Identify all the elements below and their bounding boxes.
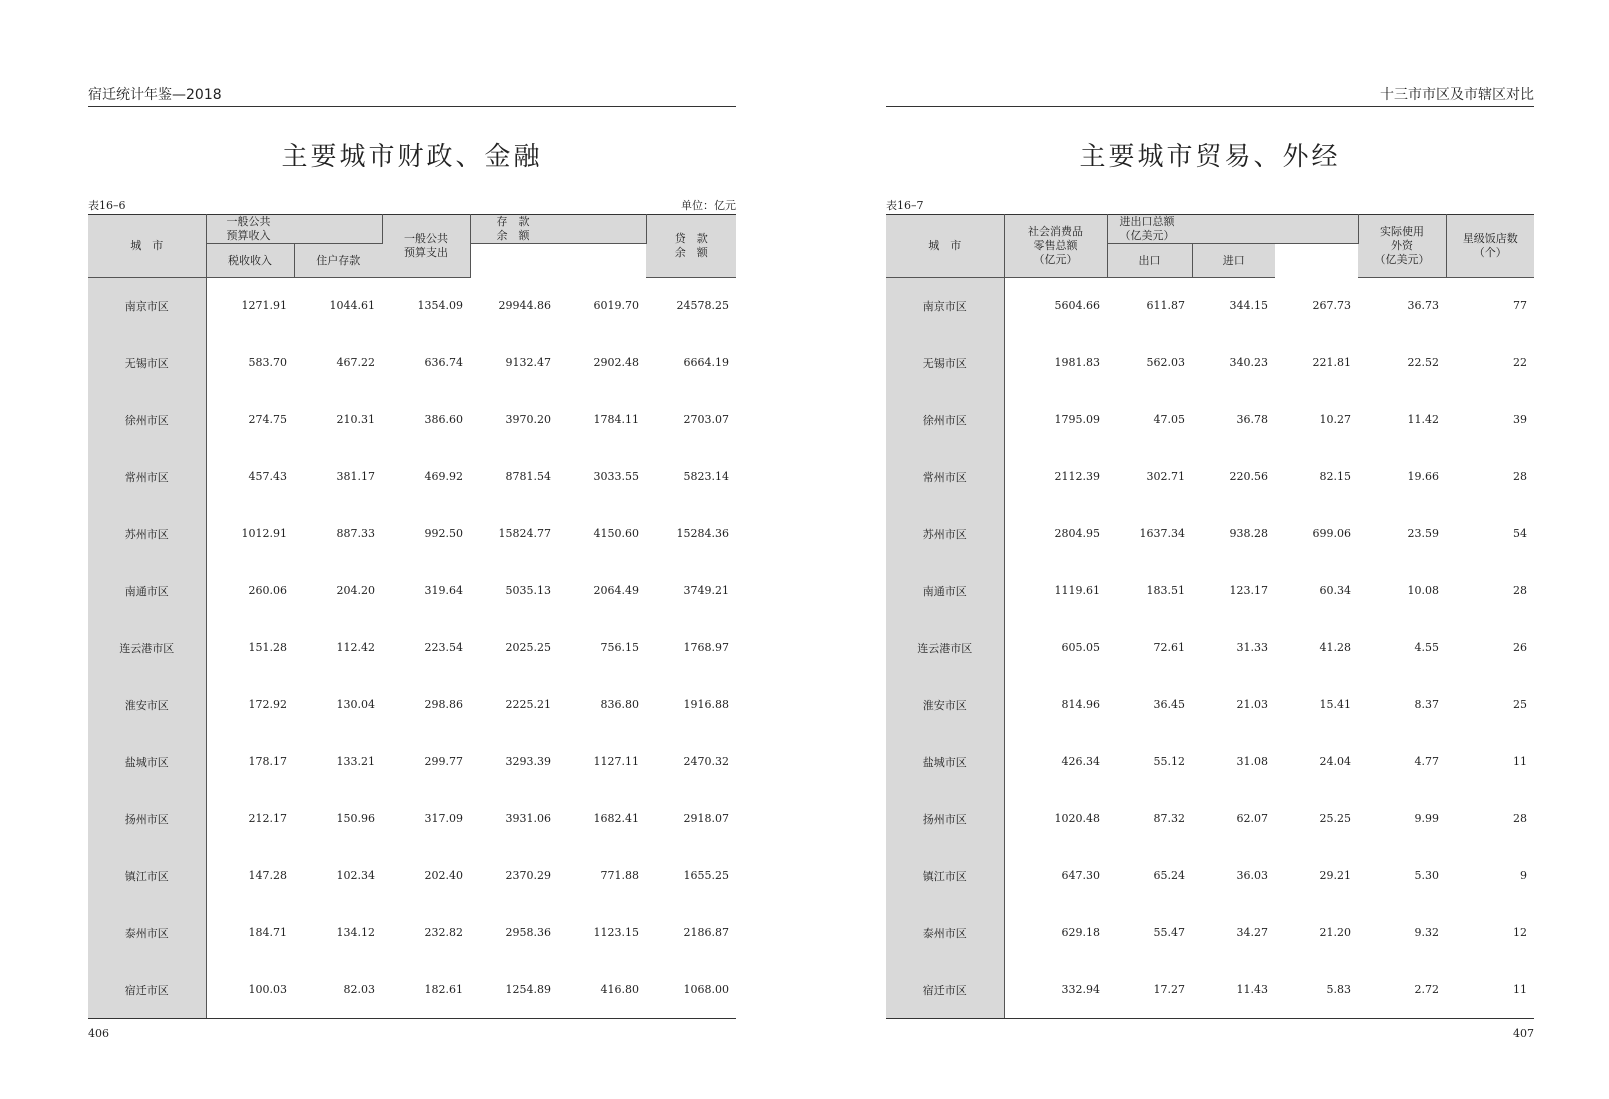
value-cell: 1682.41 [593,812,639,825]
city-name-cell: 常州市区 [88,448,206,505]
table-row [886,278,1534,335]
header-general-revenue: 一般公共 预算收入 [206,215,382,244]
city-name-cell: 南通市区 [88,562,206,619]
city-name-cell: 苏州市区 [88,505,206,562]
value-cell: 3749.21 [683,584,729,597]
header-general-expenditure: 一般公共 预算支出 [382,215,470,278]
value-cell: 36.73 [1407,299,1440,312]
table-row [88,391,736,448]
page-number-left: 406 [88,1027,109,1040]
table-row [88,278,736,335]
value-cell: 9 [1520,869,1528,882]
city-name-cell: 镇江市区 [886,847,1004,904]
value-cell: 426.34 [1061,755,1100,768]
city-name-cell: 扬州市区 [886,790,1004,847]
value-cell: 172.92 [248,698,287,711]
city-name-cell: 淮安市区 [88,676,206,733]
value-cell: 2470.32 [683,755,729,768]
header-fdi: 实际使用 外资 （亿美元） [1358,215,1446,278]
value-cell: 1637.34 [1139,527,1185,540]
value-cell: 55.47 [1153,926,1185,939]
table-row [886,790,1534,847]
value-cell: 82.03 [294,961,382,1019]
value-cell: 332.94 [1004,961,1107,1019]
table-row [88,961,736,1019]
header-retail: 社会消费品 零售总额 （亿元） [1004,215,1107,278]
value-cell: 5.83 [1275,961,1358,1019]
value-cell: 636.74 [424,356,463,369]
value-cell: 22 [1513,356,1528,369]
city-name-cell: 扬州市区 [88,790,206,847]
value-cell: 147.28 [248,869,287,882]
city-name-cell: 南京市区 [88,278,206,335]
header-deposit: 存 款 余 额 [470,215,646,244]
value-cell: 814.96 [1061,698,1100,711]
value-cell: 87.32 [1153,812,1185,825]
value-cell: 1123.15 [593,926,639,939]
value-cell: 22.52 [1407,356,1440,369]
value-cell: 72.61 [1153,641,1185,654]
header-resident-deposit: 住户存款 [294,244,382,278]
value-cell: 202.40 [424,869,463,882]
value-cell: 102.34 [336,869,375,882]
unit-label-left: 单位：亿元 [681,199,736,212]
value-cell: 34.27 [1236,926,1268,939]
city-name-cell: 镇江市区 [88,847,206,904]
value-cell: 1784.11 [593,413,639,426]
city-name-cell: 连云港市区 [886,619,1004,676]
value-cell: 28 [1513,470,1528,483]
value-cell: 2112.39 [1054,470,1100,483]
value-cell: 8781.54 [505,470,551,483]
value-cell: 5.30 [1414,869,1440,882]
value-cell: 2064.49 [593,584,639,597]
table-row [88,733,736,790]
page-title-left: 主要城市财政、金融 [281,142,543,172]
value-cell: 21.03 [1236,698,1268,711]
header-city: 城 市 [886,215,1004,278]
header-city: 城 市 [88,215,206,278]
value-cell: 317.09 [424,812,463,825]
value-cell: 100.03 [206,961,294,1019]
value-cell: 416.80 [558,961,646,1019]
value-cell: 2703.07 [683,413,729,426]
value-cell: 344.15 [1229,299,1268,312]
value-cell: 2370.29 [505,869,551,882]
value-cell: 36.45 [1153,698,1185,711]
value-cell: 6664.19 [683,356,729,369]
value-cell: 340.23 [1229,356,1268,369]
page-title-right: 主要城市贸易、外经 [1079,142,1341,172]
value-cell: 267.73 [1312,298,1352,312]
value-cell: 6019.70 [593,298,639,312]
page-number-right: 407 [1513,1027,1534,1040]
city-name-cell: 盐城市区 [886,733,1004,790]
value-cell: 1768.97 [683,641,729,654]
value-cell: 15824.77 [498,527,551,540]
value-cell: 1981.83 [1054,356,1100,369]
value-cell: 204.20 [336,584,375,597]
value-cell: 24578.25 [676,299,729,312]
value-cell: 220.56 [1229,470,1268,483]
value-cell: 699.06 [1312,527,1352,540]
value-cell: 15284.36 [676,527,729,540]
value-cell: 210.31 [336,413,375,426]
value-cell: 1119.61 [1054,584,1100,597]
value-cell: 992.50 [424,527,463,540]
value-cell: 4150.60 [593,527,639,540]
value-cell: 150.96 [336,812,375,825]
value-cell: 260.06 [248,584,287,597]
table-row [88,448,736,505]
value-cell: 1916.88 [683,698,729,711]
value-cell: 28 [1513,584,1528,597]
value-cell: 77 [1513,299,1528,312]
value-cell: 82.15 [1319,470,1352,483]
value-cell: 221.81 [1312,356,1352,369]
value-cell: 386.60 [424,413,463,426]
city-name-cell: 连云港市区 [88,619,206,676]
table-row [886,676,1534,733]
value-cell: 2958.36 [505,926,551,939]
value-cell: 381.17 [336,470,375,483]
table-row [88,676,736,733]
table-row [88,562,736,619]
value-cell: 112.42 [336,641,375,654]
value-cell: 298.86 [424,698,463,711]
value-cell: 836.80 [600,698,639,711]
table-row [88,619,736,676]
value-cell: 2902.48 [593,356,639,369]
table-row [88,334,736,391]
city-name-cell: 徐州市区 [88,391,206,448]
value-cell: 65.24 [1153,869,1185,882]
city-name-cell: 宿迁市区 [88,961,206,1019]
table-row [88,505,736,562]
value-cell: 9.32 [1414,926,1440,939]
table-row [886,334,1534,391]
table-meta-left [88,197,736,211]
table-row [886,847,1534,904]
value-cell: 26 [1513,641,1528,654]
table-meta-right [886,197,1534,211]
value-cell: 11 [1513,755,1528,768]
city-name-cell: 无锡市区 [886,334,1004,391]
table-row [886,562,1534,619]
table-row [886,391,1534,448]
value-cell: 21.20 [1319,926,1352,939]
value-cell: 274.75 [248,413,287,426]
value-cell: 62.07 [1236,812,1268,825]
value-cell: 9132.47 [505,356,551,369]
value-cell: 605.05 [1061,641,1100,654]
header-loan: 贷 款 余 额 [646,215,736,278]
value-cell: 29.21 [1319,869,1352,882]
value-cell: 1068.00 [646,961,736,1019]
value-cell: 2025.25 [505,641,551,654]
city-name-cell: 盐城市区 [88,733,206,790]
value-cell: 60.34 [1319,584,1352,597]
value-cell: 5604.66 [1054,299,1100,312]
table-row [886,904,1534,961]
city-name-cell: 泰州市区 [88,904,206,961]
value-cell: 36.78 [1236,413,1268,426]
value-cell: 2186.87 [683,926,729,939]
city-name-cell: 泰州市区 [886,904,1004,961]
value-cell: 1271.91 [241,299,287,312]
table-row [886,448,1534,505]
value-cell: 8.37 [1414,698,1440,711]
table-row [886,733,1534,790]
value-cell: 54 [1513,527,1528,540]
value-cell: 3293.39 [505,755,551,768]
value-cell: 55.12 [1153,755,1185,768]
value-cell: 212.17 [248,812,287,825]
value-cell: 2918.07 [683,812,729,825]
value-cell: 183.51 [1146,584,1185,597]
value-cell: 11 [1446,961,1534,1019]
value-cell: 25 [1513,698,1528,711]
value-cell: 3033.55 [593,470,639,483]
value-cell: 1254.89 [470,961,558,1019]
city-name-cell: 徐州市区 [886,391,1004,448]
table-row [886,505,1534,562]
value-cell: 182.61 [382,961,470,1019]
value-cell: 23.59 [1407,527,1440,540]
city-name-cell: 宿迁市区 [886,961,1004,1019]
value-cell: 2.72 [1358,961,1446,1019]
value-cell: 629.18 [1061,926,1100,939]
table-row [886,961,1534,1019]
value-cell: 756.15 [600,641,639,654]
value-cell: 24.04 [1319,755,1352,768]
finance-table [88,214,736,1019]
city-name-cell: 南京市区 [886,278,1004,335]
value-cell: 457.43 [248,470,287,483]
header-export: 出口 [1107,244,1192,278]
table-row [88,904,736,961]
value-cell: 11.43 [1192,961,1275,1019]
value-cell: 184.71 [248,926,287,939]
value-cell: 134.12 [336,926,375,939]
header-import: 进口 [1192,244,1275,278]
value-cell: 887.33 [336,527,375,540]
value-cell: 299.77 [424,755,463,768]
running-head-right: 十三市市区及市辖区对比 [886,84,1534,107]
value-cell: 562.03 [1146,356,1185,369]
value-cell: 611.87 [1146,299,1185,312]
value-cell: 1795.09 [1054,413,1100,426]
value-cell: 17.27 [1107,961,1192,1019]
value-cell: 31.33 [1236,641,1268,654]
table-number-right: 表16–7 [886,199,924,212]
header-trade: 进出口总额 （亿美元） [1107,215,1358,244]
value-cell: 4.55 [1414,641,1440,654]
value-cell: 302.71 [1146,470,1185,483]
table-row [88,790,736,847]
value-cell: 1020.48 [1054,812,1100,825]
value-cell: 1354.09 [417,299,463,312]
value-cell: 41.28 [1319,641,1352,654]
value-cell: 319.64 [424,584,463,597]
running-head-left: 宿迁统计年鉴—2018 [88,84,736,107]
value-cell: 771.88 [600,869,639,882]
value-cell: 3931.06 [505,812,551,825]
value-cell: 9.99 [1414,812,1440,825]
value-cell: 467.22 [336,356,375,369]
value-cell: 28 [1513,812,1528,825]
value-cell: 31.08 [1236,755,1268,768]
value-cell: 10.08 [1407,584,1440,597]
value-cell: 647.30 [1061,869,1100,882]
value-cell: 1012.91 [241,527,287,540]
trade-table [886,214,1534,1019]
value-cell: 938.28 [1229,527,1268,540]
value-cell: 19.66 [1407,470,1440,483]
city-name-cell: 淮安市区 [886,676,1004,733]
value-cell: 47.05 [1153,413,1185,426]
value-cell: 1127.11 [593,755,639,768]
value-cell: 2804.95 [1054,527,1100,540]
value-cell: 5035.13 [505,584,551,597]
value-cell: 133.21 [336,755,375,768]
header-hotels: 星级饭店数 （个） [1446,215,1534,278]
value-cell: 583.70 [248,356,287,369]
value-cell: 39 [1513,413,1528,426]
value-cell: 25.25 [1319,812,1352,825]
value-cell: 12 [1513,926,1528,939]
value-cell: 223.54 [424,641,463,654]
city-name-cell: 常州市区 [886,448,1004,505]
city-name-cell: 无锡市区 [88,334,206,391]
value-cell: 11.42 [1407,413,1440,426]
value-cell: 15.41 [1319,698,1352,711]
table-row [886,619,1534,676]
value-cell: 29944.86 [498,298,551,312]
value-cell: 5823.14 [683,470,729,483]
city-name-cell: 苏州市区 [886,505,1004,562]
value-cell: 178.17 [248,755,287,768]
header-tax: 税收收入 [206,244,294,278]
value-cell: 123.17 [1229,584,1268,597]
value-cell: 1655.25 [683,869,729,882]
value-cell: 232.82 [424,926,463,939]
value-cell: 36.03 [1236,869,1268,882]
table-row [88,847,736,904]
value-cell: 469.92 [424,470,463,483]
value-cell: 10.27 [1319,413,1352,426]
value-cell: 2225.21 [505,698,551,711]
value-cell: 151.28 [248,641,287,654]
value-cell: 130.04 [336,698,375,711]
value-cell: 4.77 [1414,755,1440,768]
city-name-cell: 南通市区 [886,562,1004,619]
value-cell: 1044.61 [329,299,375,312]
table-number-left: 表16–6 [88,199,126,212]
value-cell: 3970.20 [505,413,551,426]
